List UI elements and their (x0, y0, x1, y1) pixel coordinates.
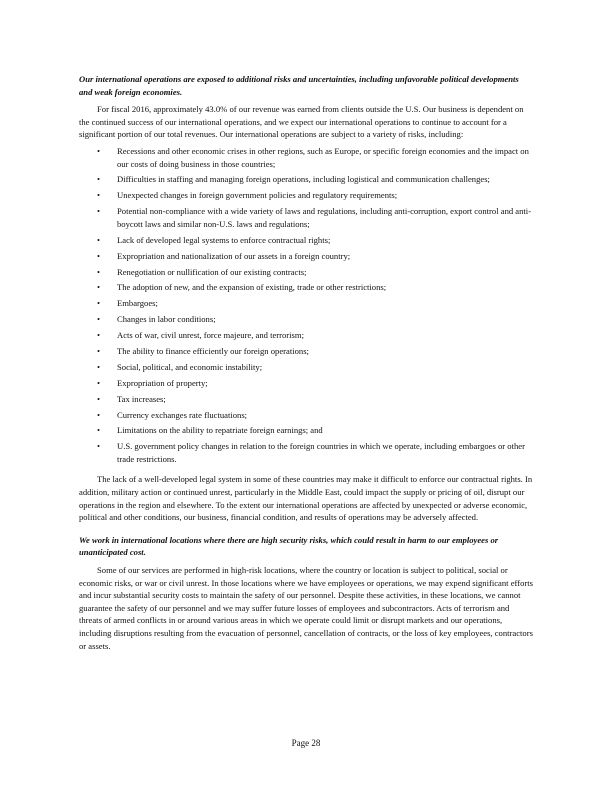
bullet-text: Social, political, and economic instability; (117, 361, 263, 372)
bullet-icon: • (97, 409, 101, 420)
bullet-icon: • (97, 441, 101, 452)
list-item (79, 173, 534, 186)
list-item (79, 361, 534, 374)
list-item (79, 205, 534, 230)
list-item (79, 440, 534, 465)
bullet-icon: • (97, 206, 101, 217)
bullet-text: Expropriation and nationalization of our assets in a foreign country; (117, 250, 351, 261)
bullet-icon: • (97, 361, 101, 372)
bullet-text: Tax increases; (117, 393, 166, 404)
bullet-text: Lack of developed legal systems to enforce contractual rights; (117, 234, 331, 245)
list-item (79, 345, 534, 358)
list-item (79, 266, 534, 279)
list-item (79, 409, 534, 422)
bullet-text: Limitations on the ability to repatriate foreign earnings; and (117, 425, 323, 436)
bullet-text: U.S. government policy changes in relation to the foreign countries in which we operate, including embargoes or other trade restrictions. (117, 441, 525, 464)
bullet-icon: • (97, 377, 101, 388)
bullet-text: Unexpected changes in foreign government policies and regulatory requirements; (117, 190, 398, 201)
bullet-icon: • (97, 345, 101, 356)
list-item (79, 329, 534, 342)
bullet-text: The ability to finance efficiently our foreign operations; (117, 345, 309, 356)
bullet-text: Renegotiation or nullification of our existing contracts; (117, 266, 307, 277)
bullet-text: Acts of war, civil unrest, force majeure, and terrorism; (117, 330, 304, 341)
list-item (79, 393, 534, 406)
bullet-text: Changes in labor conditions; (117, 314, 216, 325)
bullet-text: Recessions and other economic crises in other regions, such as Europe, or specific foreign economies and the impact on our costs of doing business in those countries; (117, 145, 529, 169)
bullet-text: Currency exchanges rate fluctuations; (117, 409, 248, 420)
security-risks-paragraph: Some of our services are performed in high-risk locations, where the country or location is subject to political, social or economic risks, or war or civil unrest. In those locations where we have employees or operations, we may expend significant efforts and incur substantial security costs to maintain the safety of our personnel. Despite these activities, in these locations, we cannot guarantee the safety of our personnel and we may suffer future losses of employees and subcontractors. Acts of terrorism and threats of armed conflicts in or around various areas in which we operate could limit or disrupt markets and our operations, including disruptions resulting from the evacuation of personnel, cancellation of contracts, or the loss of key employees, contractors or assets. (79, 565, 533, 651)
bullet-icon: • (97, 145, 101, 156)
bullet-icon: • (97, 190, 101, 201)
risk-bullet-list (79, 145, 534, 466)
bullet-icon: • (97, 266, 101, 277)
bullet-icon: • (97, 425, 101, 436)
bullet-text: Difficulties in staffing and managing foreign operations, including logistical and communication challenges; (117, 174, 490, 185)
section-heading-international-operations: Our international operations are exposed to additional risks and uncertainties, including unfavorable political developments and weak foreign economies. (79, 74, 519, 97)
section-security-risks (79, 534, 534, 652)
page-number: Page 28 (291, 738, 321, 748)
bullet-icon: • (97, 314, 101, 325)
bullet-icon: • (97, 282, 101, 293)
document-page (79, 73, 534, 656)
list-item (79, 297, 534, 310)
bullet-icon: • (97, 234, 101, 245)
list-item (79, 313, 534, 326)
bullet-icon: • (97, 330, 101, 341)
bullet-text: Potential non-compliance with a wide variety of laws and regulations, including anti-corruption, export control and anti-boycott laws and similar non-U.S. laws and regulations; (117, 206, 532, 229)
bullet-icon: • (97, 298, 101, 309)
list-item (79, 189, 534, 202)
list-item (79, 377, 534, 390)
list-item (79, 281, 534, 294)
bullet-icon: • (97, 393, 101, 404)
list-item (79, 145, 534, 170)
bullet-icon: • (97, 174, 101, 185)
list-item (79, 424, 534, 437)
closing-paragraph: The lack of a well-developed legal system in some of these countries may make it difficult to enforce our contractual rights. In addition, military action or continued unrest, particularly in the Middle East, could impact the supply or pricing of oil, disrupt our operations in the region and elsewhere. To the extent our international operations are affected by unexpected or adverse economic, political and other conditions, our business, financial condition, and results of operations may be adversely affected. (79, 474, 533, 523)
list-item (79, 234, 534, 247)
section-heading-security-risks: We work in international locations where there are high security risks, which could result in harm to our employees or unanticipated cost. (79, 534, 499, 558)
list-item (79, 250, 534, 263)
bullet-text: The adoption of new, and the expansion of existing, trade or other restrictions; (117, 282, 387, 293)
bullet-icon: • (97, 250, 101, 261)
bullet-text: Embargoes; (117, 298, 158, 309)
bullet-text: Expropriation of property; (117, 377, 208, 388)
intro-paragraph: For fiscal 2016, approximately 43.0% of our revenue was earned from clients outside the U.S. Our business is dependent on the continued success of our international operations, and we expect our international operations to continue to account for a significant portion of our total revenues. Our international operations are subject to a variety of risks, including: (79, 104, 524, 140)
